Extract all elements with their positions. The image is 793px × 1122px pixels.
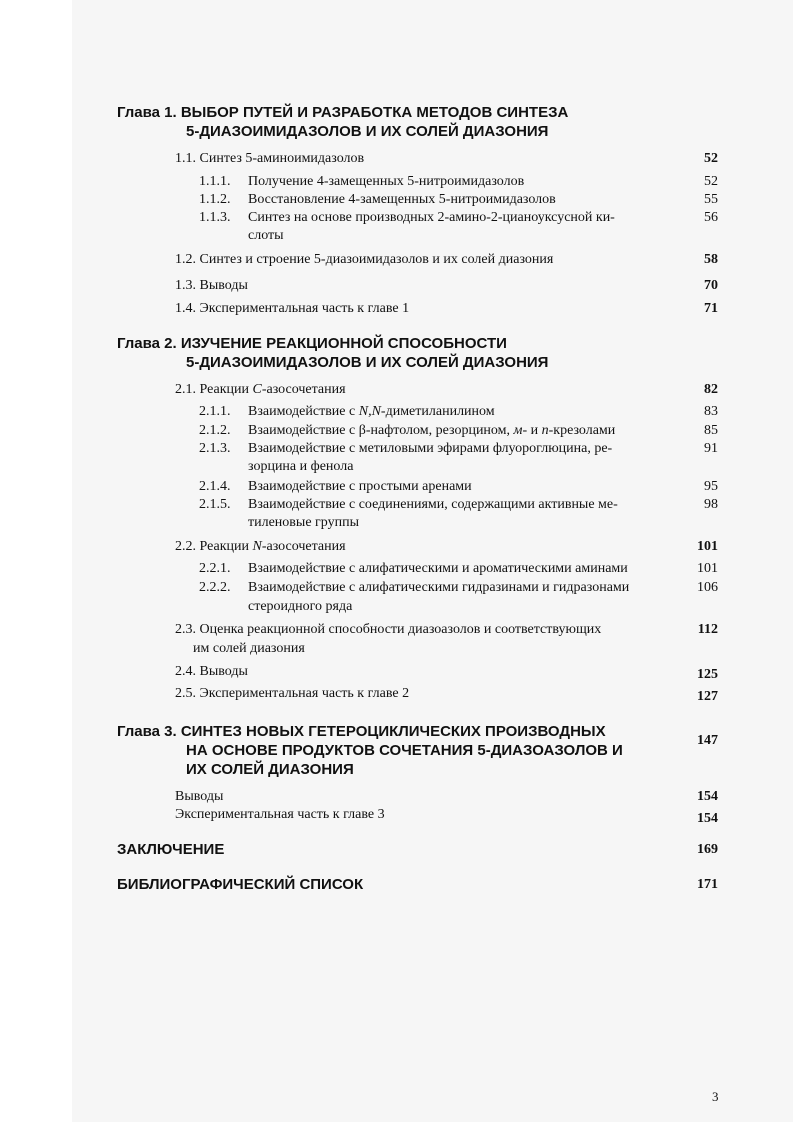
page-number: 3	[712, 1089, 719, 1104]
toc-entry-title: 1.2. Синтез и строение 5-диазоимидазолов и их солей диазония	[175, 252, 554, 267]
toc-entry-page: 82	[704, 382, 718, 397]
toc-entry-page: 52	[704, 174, 718, 189]
chapter-3-title-line3: ИХ СОЛЕЙ ДИАЗОНИЯ	[186, 761, 354, 778]
chapter-1-title-line1: Глава 1. ВЫБОР ПУТЕЙ И РАЗРАБОТКА МЕТОДОВ СИНТЕЗА	[117, 104, 569, 121]
toc-entry-number: 2.2.1.	[199, 561, 231, 576]
toc-entry-number: 1.1.2.	[199, 192, 231, 207]
title-suffix: -азосочетания	[261, 382, 346, 397]
chapter-1-title-line2: 5-ДИАЗОИМИДАЗОЛОВ И ИХ СОЛЕЙ ДИАЗОНИЯ	[186, 123, 549, 140]
title-italic: м	[513, 423, 523, 438]
toc-entry-number: 2.2.2.	[199, 580, 231, 595]
toc-entry-title	[175, 538, 346, 555]
toc-entry-title: БИБЛИОГРАФИЧЕСКИЙ СПИСОК	[117, 876, 364, 893]
toc-entry-title-line1: Взаимодействие с метиловыми эфирами флуороглюцина, ре-	[248, 441, 613, 456]
toc-entry-title: 1.3. Выводы	[175, 278, 248, 293]
toc-entry-page: 95	[704, 479, 718, 494]
toc-entry-number: 1.1.3.	[199, 210, 231, 225]
toc-entry-page: 106	[697, 580, 718, 595]
toc-entry-title: 2.5. Экспериментальная часть к главе 2	[175, 686, 410, 701]
toc-entry-number: 2.1.4.	[199, 479, 231, 494]
title-prefix: Взаимодействие с β-нафтолом, резорцином,	[248, 423, 514, 438]
toc-entry-page: 58	[704, 252, 718, 267]
title-italic: N	[252, 539, 262, 554]
toc-entry-title: Восстановление 4-замещенных 5-нитроимидазолов	[248, 192, 556, 207]
toc-entry-title-line2: стероидного ряда	[248, 599, 353, 614]
toc-entry-page: 55	[704, 192, 718, 207]
title-italic: п	[541, 423, 549, 438]
toc-entry-page: 52	[704, 151, 718, 166]
toc-entry-page: 127	[697, 689, 718, 704]
toc-entry-number: 1.1.1.	[199, 174, 231, 189]
toc-entry-title: 1.4. Экспериментальная часть к главе 1	[175, 301, 410, 316]
chapter-3-title-line2: НА ОСНОВЕ ПРОДУКТОВ СОЧЕТАНИЯ 5-ДИАЗОАЗОЛОВ И	[186, 742, 623, 759]
toc-entry-title	[248, 422, 615, 439]
toc-entry-title-line2: им солей диазония	[193, 641, 305, 656]
title-suffix: -крезолами	[548, 423, 616, 438]
toc-entry-title-line1: Синтез на основе производных 2-амино-2-цианоуксусной ки-	[248, 210, 615, 225]
toc-entry-title: Взаимодействие с простыми аренами	[248, 479, 472, 494]
toc-entry-title: 2.4. Выводы	[175, 664, 248, 679]
title-prefix: Взаимодействие с	[248, 404, 359, 419]
toc-entry-title-line1: Взаимодействие с алифатическими гидразинами и гидразонами	[248, 580, 630, 595]
toc-entry-number: 2.1.1.	[199, 404, 231, 419]
chapter-3-title-line1: Глава 3. СИНТЕЗ НОВЫХ ГЕТЕРОЦИКЛИЧЕСКИХ ПРОИЗВОДНЫХ	[117, 723, 606, 740]
toc-entry-number: 2.1.2.	[199, 423, 231, 438]
toc-entry-page: 56	[704, 210, 718, 225]
title-italic: N,N	[358, 404, 381, 419]
chapter-2-title-line1: Глава 2. ИЗУЧЕНИЕ РЕАКЦИОННОЙ СПОСОБНОСТИ	[117, 335, 507, 352]
toc-entry-title	[175, 381, 346, 398]
title-suffix: -азосочетания	[261, 539, 346, 554]
toc-entry-page: 169	[697, 842, 718, 857]
title-italic: С	[252, 382, 262, 397]
toc-entry-title-line1: Взаимодействие с соединениями, содержащими активные ме-	[248, 497, 618, 512]
title-prefix: 2.1. Реакции	[175, 382, 253, 397]
toc-entry-page: 154	[697, 811, 718, 826]
toc-entry-title: 1.1. Синтез 5-аминоимидазолов	[175, 151, 365, 166]
toc-entry-page: 85	[704, 423, 718, 438]
toc-entry-title	[248, 403, 495, 420]
title-prefix: 2.2. Реакции	[175, 539, 253, 554]
toc-entry-page: 91	[704, 441, 718, 456]
toc-entry-title: Получение 4-замещенных 5-нитроимидазолов	[248, 174, 525, 189]
title-suffix: -диметиланилином	[380, 404, 495, 419]
toc-entry-title-line2: зорцина и фенола	[248, 459, 354, 474]
toc-entry-page: 112	[697, 622, 718, 637]
toc-entry-page: 147	[697, 733, 718, 748]
toc-entry-page: 154	[697, 789, 718, 804]
toc-entry-page: 101	[697, 539, 718, 554]
toc-entry-title-line1: 2.3. Оценка реакционной способности диазоазолов и соответствующих	[175, 622, 602, 637]
toc-entry-page: 71	[704, 301, 718, 316]
toc-entry-title: ЗАКЛЮЧЕНИЕ	[117, 841, 225, 858]
toc-entry-title: Выводы	[175, 789, 224, 804]
title-middle: - и	[522, 423, 542, 438]
toc-entry-title: Экспериментальная часть к главе 3	[175, 807, 385, 822]
chapter-2-title-line2: 5-ДИАЗОИМИДАЗОЛОВ И ИХ СОЛЕЙ ДИАЗОНИЯ	[186, 354, 549, 371]
toc-entry-page: 125	[697, 667, 718, 682]
toc-entry-page: 101	[697, 561, 718, 576]
toc-entry-page: 171	[697, 877, 718, 892]
toc-entry-page: 83	[704, 404, 718, 419]
toc-entry-title-line2: тиленовые группы	[248, 515, 359, 530]
toc-entry-title: Взаимодействие с алифатическими и ароматическими аминами	[248, 561, 628, 576]
toc-entry-number: 2.1.3.	[199, 441, 231, 456]
toc-entry-page: 70	[704, 278, 718, 293]
toc-entry-page: 98	[704, 497, 718, 512]
toc-entry-title-line2: слоты	[248, 228, 284, 243]
toc-entry-number: 2.1.5.	[199, 497, 231, 512]
